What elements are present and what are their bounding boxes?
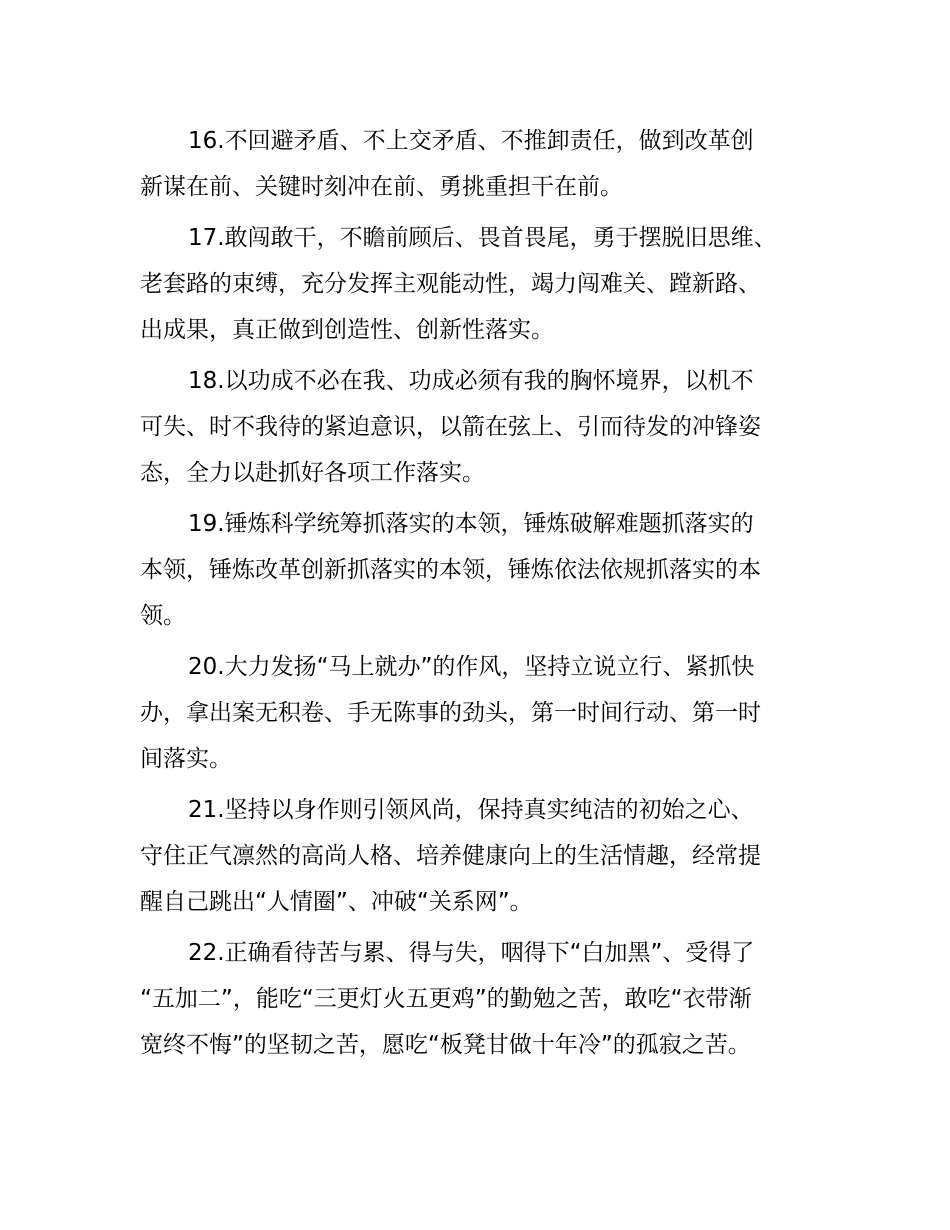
paragraph-line: 20.大力发扬“马上就办”的作风，坚持立说立行、紧抓快 <box>188 654 755 680</box>
paragraph-18 <box>140 358 830 496</box>
paragraph-line: 21.坚持以身作则引领风尚，保持真实纯洁的初始之心、 <box>188 797 754 823</box>
paragraph-line: 本领，锤炼改革创新抓落实的本领，锤炼依法依规抓落实的本 <box>140 557 761 583</box>
paragraph-line: 办，拿出案无积卷、手无陈事的劲头，第一时间行动、第一时 <box>140 700 761 726</box>
paragraph-line: 老套路的束缚，充分发挥主观能动性，竭力闯难关、蹚新路、 <box>140 271 761 297</box>
paragraph-16 <box>140 118 830 210</box>
paragraph-line: 22.正确看待苦与累、得与失，咽得下“白加黑”、受得了 <box>188 940 755 966</box>
paragraph-line: 守住正气凛然的高尚人格、培养健康向上的生活情趣，经常提 <box>140 843 761 869</box>
paragraph-20 <box>140 644 830 782</box>
paragraph-line: 18.以功成不必在我、功成必须有我的胸怀境界，以机不 <box>188 368 754 394</box>
paragraph-line: 可失、时不我待的紧迫意识，以箭在弦上、引而待发的冲锋姿 <box>140 414 761 440</box>
paragraph-line: 宽终不悔”的坚韧之苦，愿吃“板凳甘做十年冷”的孤寂之苦。 <box>140 1032 751 1058</box>
paragraph-line: 领。 <box>140 603 186 629</box>
paragraph-19 <box>140 501 830 639</box>
document-body <box>140 118 830 1073</box>
paragraph-line: 出成果，真正做到创造性、创新性落实。 <box>140 317 554 343</box>
paragraph-22 <box>140 930 830 1068</box>
paragraph-line: 16.不回避矛盾、不上交矛盾、不推卸责任，做到改革创 <box>188 128 754 154</box>
paragraph-21 <box>140 787 830 925</box>
paragraph-line: “五加二”，能吃“三更灯火五更鸡”的勤勉之苦，敢吃“衣带渐 <box>140 986 752 1012</box>
paragraph-line: 间落实。 <box>140 746 232 772</box>
paragraph-line: 醒自己跳出“人情圈”、冲破“关系网”。 <box>140 889 533 915</box>
paragraph-line: 新谋在前、关键时刻冲在前、勇挑重担干在前。 <box>140 174 623 200</box>
paragraph-line: 17.敢闯敢干，不瞻前顾后、畏首畏尾，勇于摆脱旧思维、 <box>188 225 777 251</box>
paragraph-17 <box>140 215 830 353</box>
paragraph-line: 19.锤炼科学统筹抓落实的本领，锤炼破解难题抓落实的 <box>188 511 754 537</box>
paragraph-line: 态，全力以赴抓好各项工作落实。 <box>140 460 485 486</box>
